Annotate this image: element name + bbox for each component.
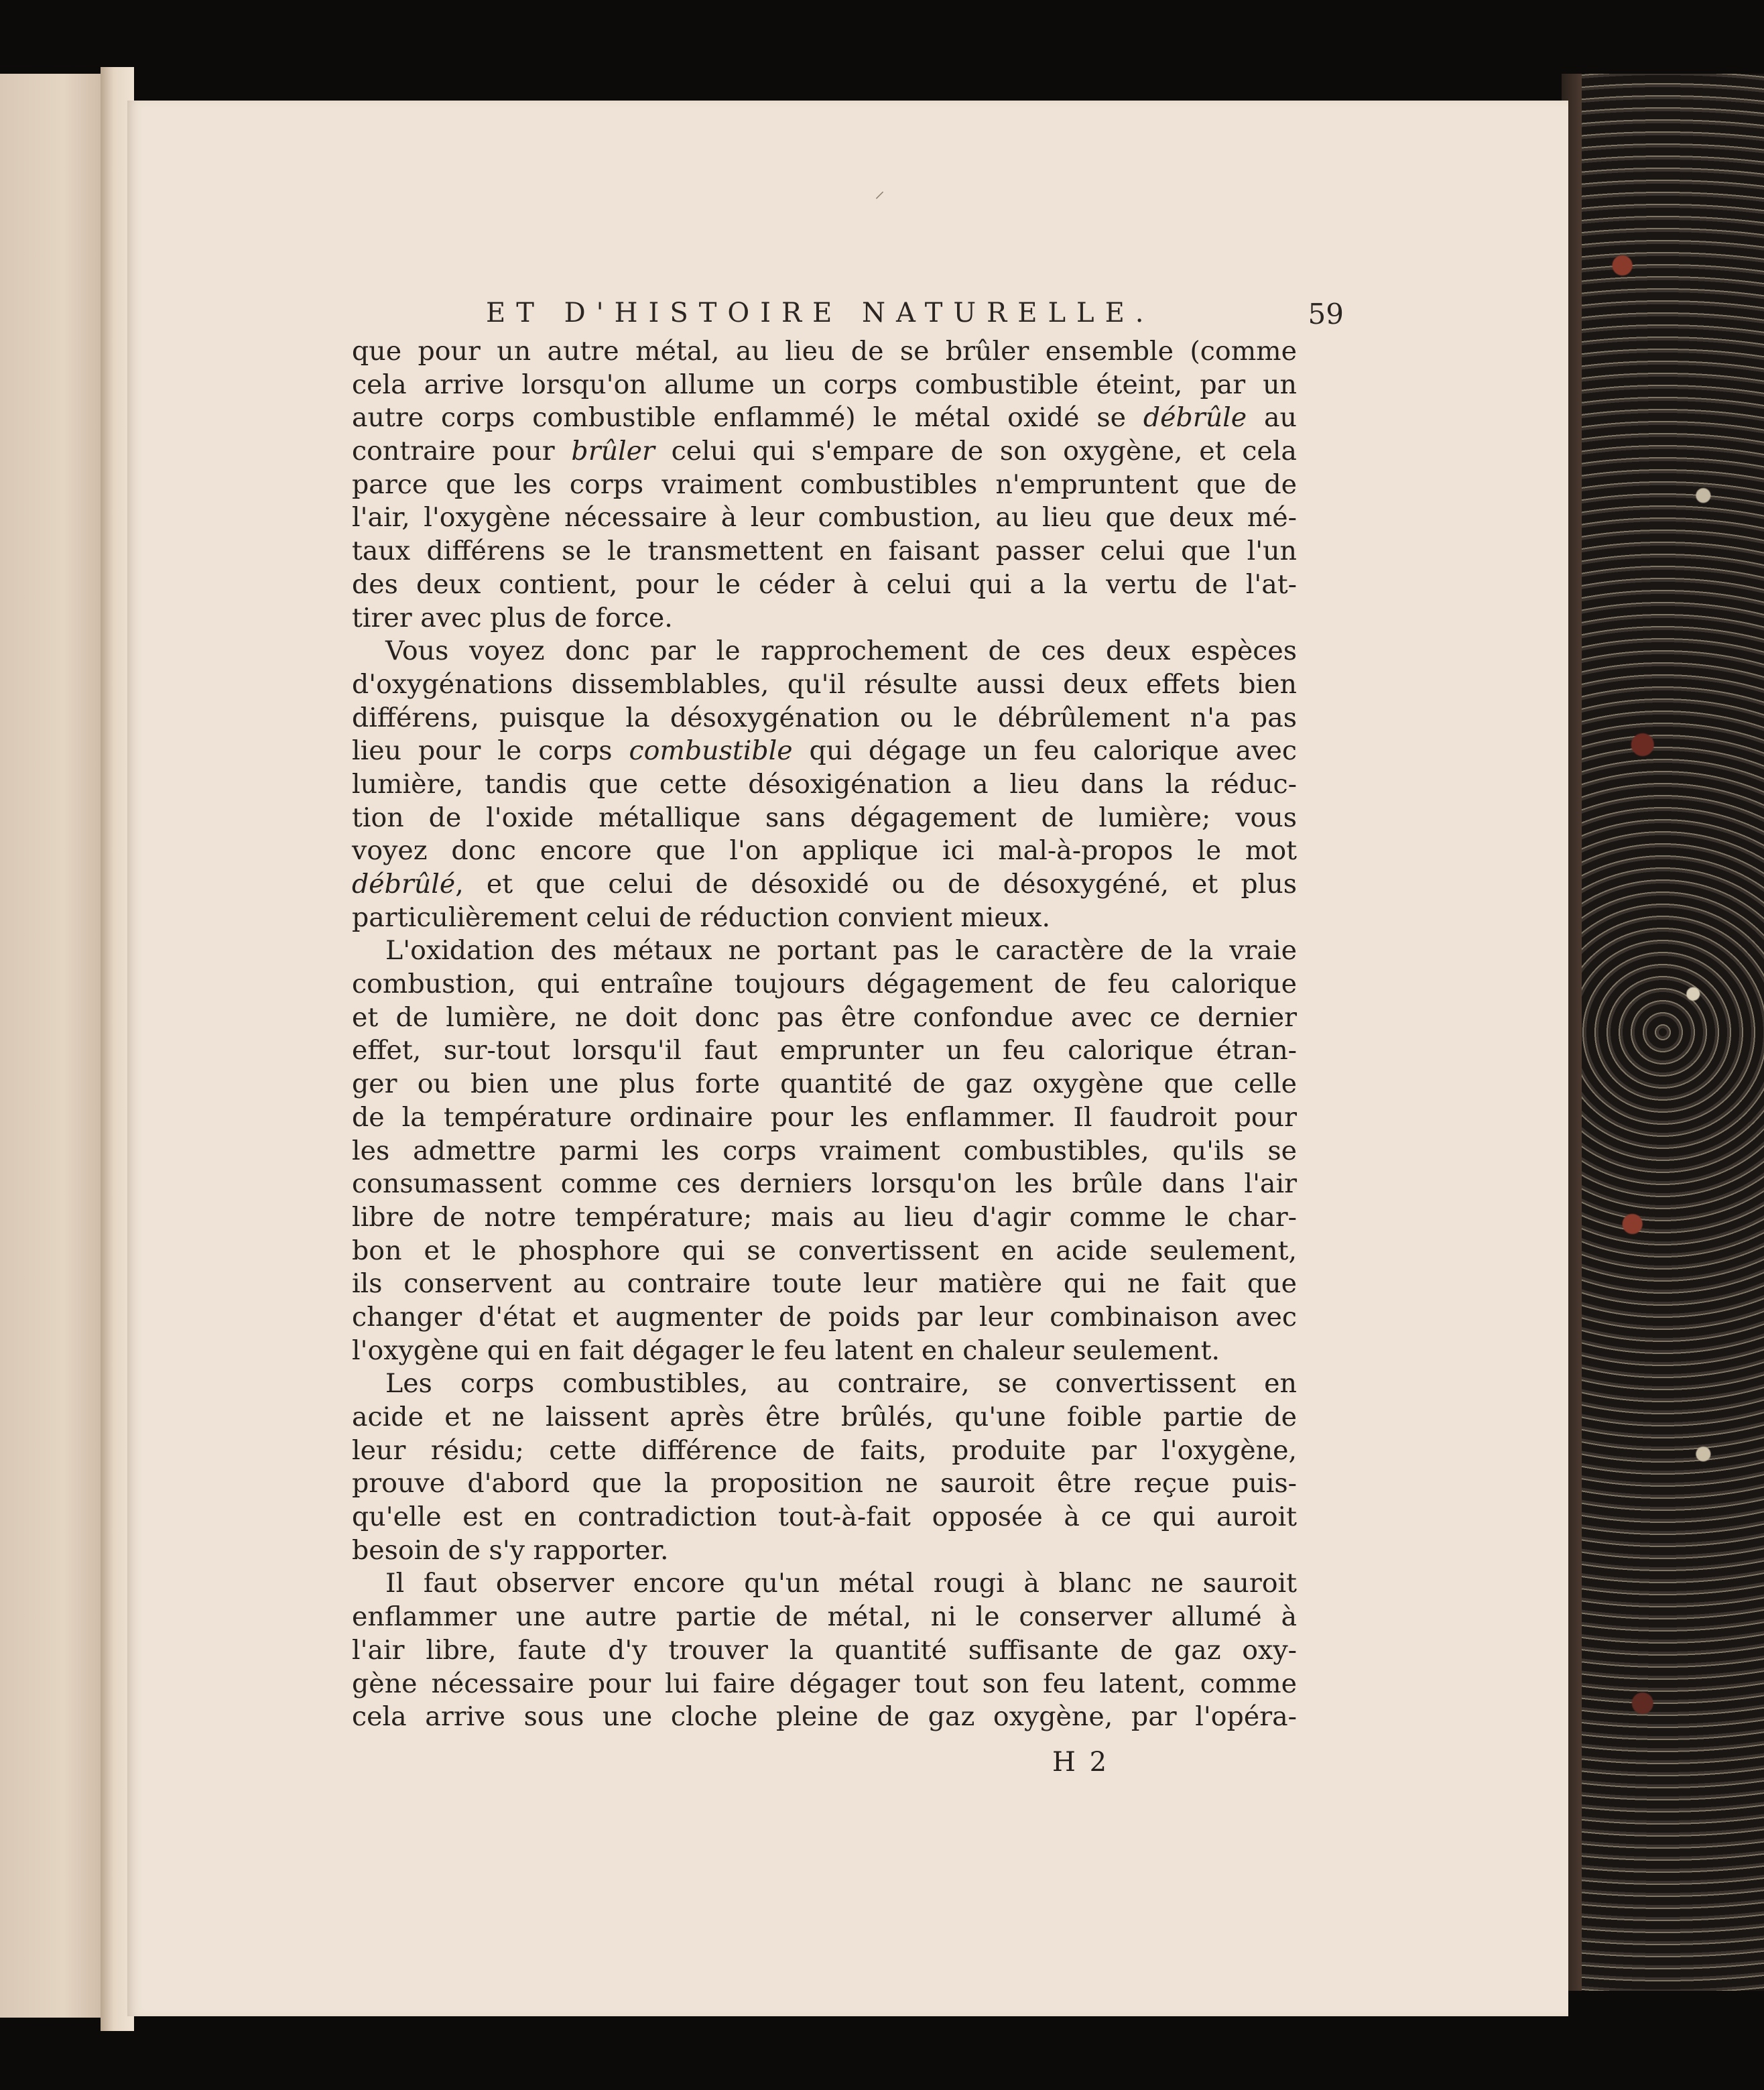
text-line: d'oxygénations dissemblables, qu'il résulte aussi deux effets bien	[352, 668, 1297, 700]
text-line: lumière, tandis que cette désoxigénation a lieu dans la réduc-	[352, 768, 1297, 800]
text-line: changer d'état et augmenter de poids par leur combinaison avec	[352, 1301, 1297, 1333]
text-line: Les corps combustibles, au contraire, se convertissent en	[385, 1368, 1297, 1400]
body-text	[352, 335, 1297, 1734]
text-line: combustion, qui entraîne toujours dégagement de feu calorique	[352, 969, 1297, 1000]
text-line: que pour un autre métal, au lieu de se brûler ensemble (comme	[352, 336, 1297, 367]
text-line: consumassent comme ces derniers lorsqu'on les brûle dans l'air	[352, 1168, 1297, 1200]
text-line: enflammer une autre partie de métal, ni le conserver allumé à	[352, 1601, 1297, 1633]
text-line: taux différens se le transmettent en faisant passer celui que l'un	[352, 536, 1297, 567]
italic-word: débrûle	[1143, 402, 1247, 434]
text-line: L'oxidation des métaux ne portant pas le caractère de la vraie	[385, 935, 1297, 967]
text-line: qu'elle est en contradiction tout-à-fait opposée à ce qui auroit	[352, 1501, 1297, 1533]
text-line: besoin de s'y rapporter.	[352, 1534, 669, 1566]
text-line: et de lumière, ne doit donc pas être confondue avec ce dernier	[352, 1001, 1297, 1033]
text-line: Vous voyez donc par le rapprochement de ces deux espèces	[385, 635, 1297, 667]
text-line: voyez donc encore que l'on applique ici mal-à-propos le mot	[352, 835, 1297, 867]
signature-mark: H 2	[1052, 1747, 1110, 1778]
text-line: de la température ordinaire pour les enflammer. Il faudroit pour	[352, 1101, 1297, 1133]
text-line: cela arrive lorsqu'on allume un corps combustible éteint, par un	[352, 369, 1297, 400]
text-line: l'oxygène qui en fait dégager le feu latent en chaleur seulement.	[352, 1335, 1220, 1366]
text-line: gène nécessaire pour lui faire dégager tout son feu latent, comme	[352, 1668, 1297, 1699]
text-line: particulièrement celui de réduction convient mieux.	[352, 902, 1051, 933]
text-line: prouve d'abord que la proposition ne sauroit être reçue puis-	[352, 1468, 1297, 1499]
italic-word: combustible	[629, 735, 793, 767]
text-line: parce que les corps vraiment combustibles n'empruntent que de	[352, 469, 1297, 500]
text-line: tirer avec plus de force.	[352, 602, 673, 633]
text-line: Il faut observer encore qu'un métal rougi à blanc ne sauroit	[385, 1568, 1297, 1599]
text-line: libre de notre température; mais au lieu d'agir comme le char-	[352, 1201, 1297, 1233]
text-line: contraire pour brûler celui qui s'empare de son oxygène, et cela	[352, 436, 1297, 467]
text-line: différens, puisque la désoxygénation ou le débrûlement n'a pas	[352, 702, 1297, 733]
text-line: tion de l'oxide métallique sans dégagement de lumière; vous	[352, 802, 1297, 833]
marbled-cover	[1562, 74, 1764, 1991]
text-line: leur résidu; cette différence de faits, produite par l'oxygène,	[352, 1434, 1297, 1466]
text-line: effet, sur-tout lorsqu'il faut emprunter un feu calorique étran-	[352, 1035, 1297, 1066]
text-line: ger ou bien une plus forte quantité de gaz oxygène que celle	[352, 1068, 1297, 1100]
ink-mark: ⸍	[875, 188, 885, 211]
text-line: ils conservent au contraire toute leur matière qui ne fait que	[352, 1268, 1297, 1300]
text-line: bon et le phosphore qui se convertissent en acide seulement,	[352, 1235, 1297, 1266]
running-title: ET D'HISTOIRE NATURELLE.	[486, 298, 1155, 328]
text-line: lieu pour le corps combustible qui dégage un feu calorique avec	[352, 735, 1298, 767]
italic-word: brûler	[571, 436, 655, 467]
page-number: 59	[1308, 298, 1344, 330]
text-line: les admettre parmi les corps vraiment combustibles, qu'ils se	[352, 1135, 1297, 1166]
text-line: débrûlé, et que celui de désoxidé ou de désoxygéné, et plus	[352, 869, 1297, 900]
facing-page-edge	[0, 74, 106, 2018]
text-line: acide et ne laissent après être brûlés, qu'une foible partie de	[352, 1402, 1297, 1432]
text-line: l'air libre, faute d'y trouver la quantité suffisante de gaz oxy-	[352, 1634, 1297, 1666]
text-line: autre corps combustible enflammé) le métal oxidé se débrûle au	[352, 402, 1297, 434]
text-line: cela arrive sous une cloche pleine de gaz oxygène, par l'opéra-	[352, 1701, 1297, 1733]
italic-word: débrûlé	[352, 869, 456, 900]
text-line: l'air, l'oxygène nécessaire à leur combustion, au lieu que deux mé-	[352, 502, 1297, 534]
text-line: des deux contient, pour le céder à celui qui a la vertu de l'at-	[352, 568, 1297, 600]
